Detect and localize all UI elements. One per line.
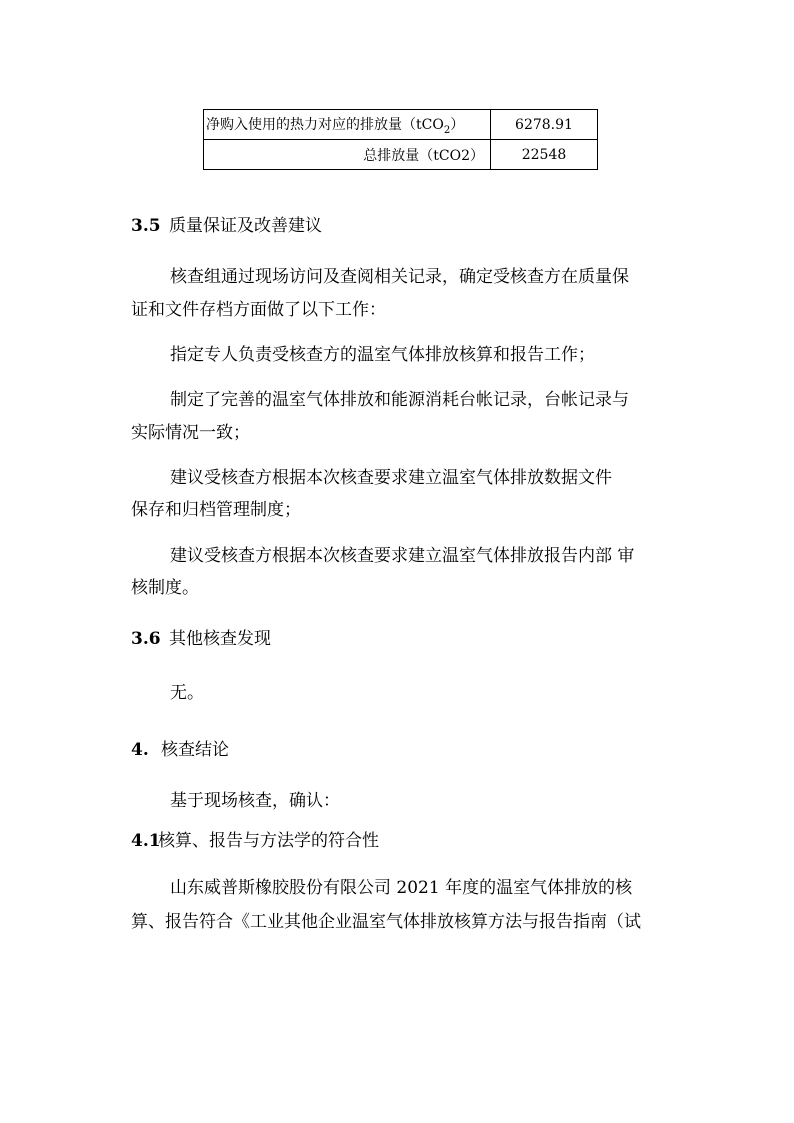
section-heading-3-5 — [131, 215, 322, 237]
table-value-cell: 6278.91 — [491, 110, 598, 140]
table-label-text: 净购入使用的热力对应的排放量（tCO — [206, 116, 444, 133]
paragraph-line: 建议受核查方根据本次核查要求建立温室气体排放报告内部 审 — [170, 546, 635, 566]
table-label-cell: 总排放量（tCO2） — [204, 140, 491, 170]
table-label-suffix: ） — [450, 116, 465, 133]
paragraph-line: 保存和归档管理制度； — [131, 500, 301, 520]
section-number: 3.6 — [131, 629, 161, 649]
section-title: 核查结论 — [161, 740, 229, 760]
section-heading-4-1 — [131, 830, 379, 852]
paragraph-line: 核查组通过现场访问及查阅相关记录，确定受核查方在质量保 — [170, 267, 629, 287]
paragraph-line: 山东威普斯橡胶股份有限公司 2021 年度的温室气体排放的核 — [170, 878, 633, 898]
paragraph-line: 证和文件存档方面做了以下工作： — [131, 300, 386, 320]
section-number: 3.5 — [131, 216, 161, 236]
table-label-subscript: 2 — [443, 124, 451, 136]
section-number: 4.1 — [131, 831, 161, 851]
table-row — [204, 110, 598, 140]
section-heading-3-6 — [131, 628, 271, 650]
paragraph-line: 实际情况一致； — [131, 423, 250, 443]
paragraph-line: 制定了完善的温室气体排放和能源消耗台帐记录，台帐记录与 — [170, 390, 629, 410]
section-heading-4 — [131, 739, 229, 761]
paragraph-line: 指定专人负责受核查方的温室气体排放核算和报告工作； — [170, 345, 595, 365]
table-value-cell: 22548 — [491, 140, 598, 170]
section-number: 4. — [131, 740, 149, 760]
section-title: 其他核查发现 — [169, 629, 271, 649]
paragraph-line: 建议受核查方根据本次核查要求建立温室气体排放数据文件 — [170, 468, 612, 488]
table-label-cell — [204, 110, 491, 140]
table-row — [204, 140, 598, 170]
paragraph-line: 无。 — [170, 683, 204, 703]
paragraph-line: 基于现场核查，确认： — [170, 791, 340, 811]
paragraph-line: 算、报告符合《工业其他企业温室气体排放核算方法与报告指南（试 — [131, 912, 641, 932]
section-title: 质量保证及改善建议 — [169, 216, 322, 236]
paragraph-line: 核制度。 — [131, 578, 199, 598]
section-title: 核算、报告与方法学的符合性 — [158, 831, 379, 851]
emissions-table — [203, 109, 598, 170]
